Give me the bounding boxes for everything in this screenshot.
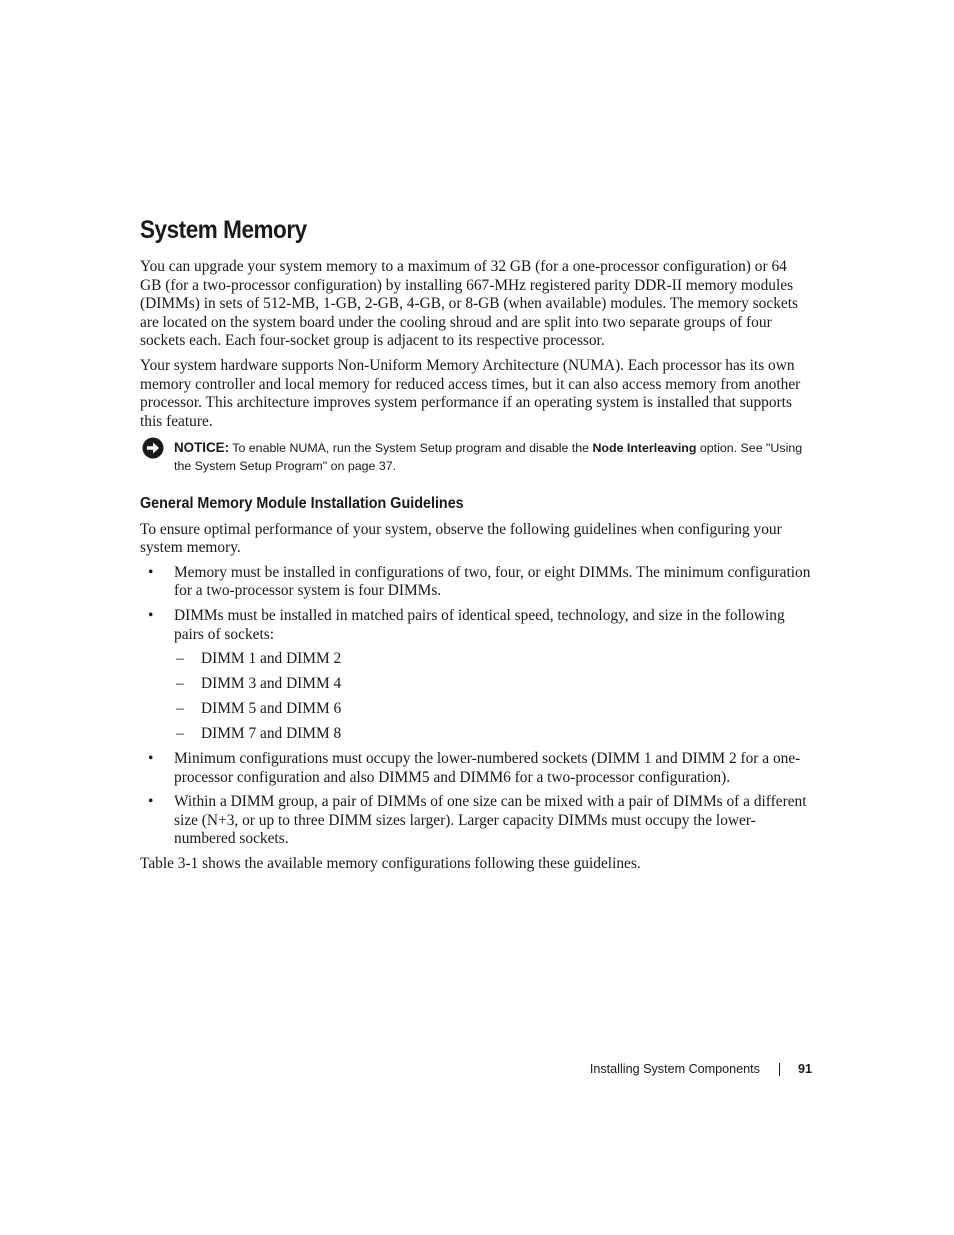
sub-list-item-text: DIMM 7 and DIMM 8 bbox=[201, 725, 342, 743]
body-paragraph-1: You can upgrade your system memory to a maximum of 32 GB (for a one-processor configuration) or 64 GB (for a two-processor configuration) by installing 667-MHz registered parity DDR-II memory modules (DIMMs) in sets of 512-MB, 1-GB, 2-GB, 4-GB, or 8-GB (when available) modules. The memory sockets are located on the system board under the cooling shroud and are split into two separate groups of four sockets each. Each four-socket group is adjacent to its respective processor. bbox=[140, 258, 798, 350]
list-item-text: Minimum configurations must occupy the lower-numbered sockets (DIMM 1 and DIMM 2 for a one-processor configuration and also DIMM5 and DIMM6 for a two-processor configuration). bbox=[174, 750, 801, 786]
list-item-text: Memory must be installed in configurations of two, four, or eight DIMMs. The minimum configuration for a two-processor system is four DIMMs. bbox=[174, 563, 811, 600]
notice-bold-term: Node Interleaving bbox=[592, 441, 697, 456]
body-paragraph-2: Your system hardware supports Non-Uniform Memory Architecture (NUMA). Each processor has its own memory controller and local memory for reduced access times, but it can also access memory from another processor. This architecture improves system performance if an operating system is installed that supports this feature. bbox=[140, 356, 801, 430]
notice-text-after: option. See "Using the System Setup Program" on page 37. bbox=[174, 441, 803, 473]
sub-list-item-text: DIMM 5 and DIMM 6 bbox=[201, 700, 342, 718]
socket-pairs-list bbox=[174, 650, 812, 744]
page-footer bbox=[590, 1062, 812, 1076]
notice-box bbox=[140, 439, 812, 475]
notice-text-before: To enable NUMA, run the System Setup program and disable the bbox=[229, 441, 593, 456]
section-intro: To ensure optimal performance of your system, observe the following guidelines when configuring your system memory. bbox=[140, 520, 782, 557]
sub-list-item-text: DIMM 3 and DIMM 4 bbox=[201, 675, 342, 693]
bullet-mark: • bbox=[148, 563, 154, 581]
guidelines-list bbox=[140, 564, 812, 849]
list-item bbox=[140, 564, 812, 601]
dash-mark: – bbox=[176, 725, 184, 743]
list-item bbox=[140, 793, 812, 849]
list-item-text: Within a DIMM group, a pair of DIMMs of one size can be mixed with a pair of DIMMs of a different size (N+3, or up to three DIMM sizes larger). Larger capacity DIMMs must occupy the lower-numbered sockets. bbox=[174, 793, 807, 848]
list-item bbox=[140, 607, 812, 744]
page-number: 91 bbox=[797, 1062, 812, 1076]
sub-list-item bbox=[174, 700, 812, 719]
notice-arrow-icon bbox=[142, 437, 164, 459]
bullet-mark: • bbox=[148, 606, 154, 624]
dash-mark: – bbox=[176, 700, 184, 718]
sub-list-item bbox=[174, 650, 812, 669]
dash-mark: – bbox=[176, 675, 184, 693]
list-item-text: DIMMs must be installed in matched pairs of identical speed, technology, and size in the following pairs of sockets: bbox=[174, 606, 785, 643]
sub-list-item bbox=[174, 675, 812, 694]
notice-label: NOTICE: bbox=[174, 440, 230, 456]
page-title: System Memory bbox=[140, 216, 307, 244]
section-heading: General Memory Module Installation Guidelines bbox=[140, 494, 464, 512]
closing-paragraph: Table 3-1 shows the available memory configurations following these guidelines. bbox=[140, 855, 641, 872]
dash-mark: – bbox=[176, 650, 184, 668]
page-content bbox=[140, 212, 812, 880]
list-item bbox=[140, 750, 812, 787]
sub-list-item-text: DIMM 1 and DIMM 2 bbox=[201, 650, 342, 668]
footer-section-title: Installing System Components bbox=[589, 1062, 760, 1076]
bullet-mark: • bbox=[148, 793, 154, 811]
bullet-mark: • bbox=[148, 750, 154, 768]
sub-list-item bbox=[174, 725, 812, 744]
footer-divider bbox=[779, 1063, 780, 1076]
